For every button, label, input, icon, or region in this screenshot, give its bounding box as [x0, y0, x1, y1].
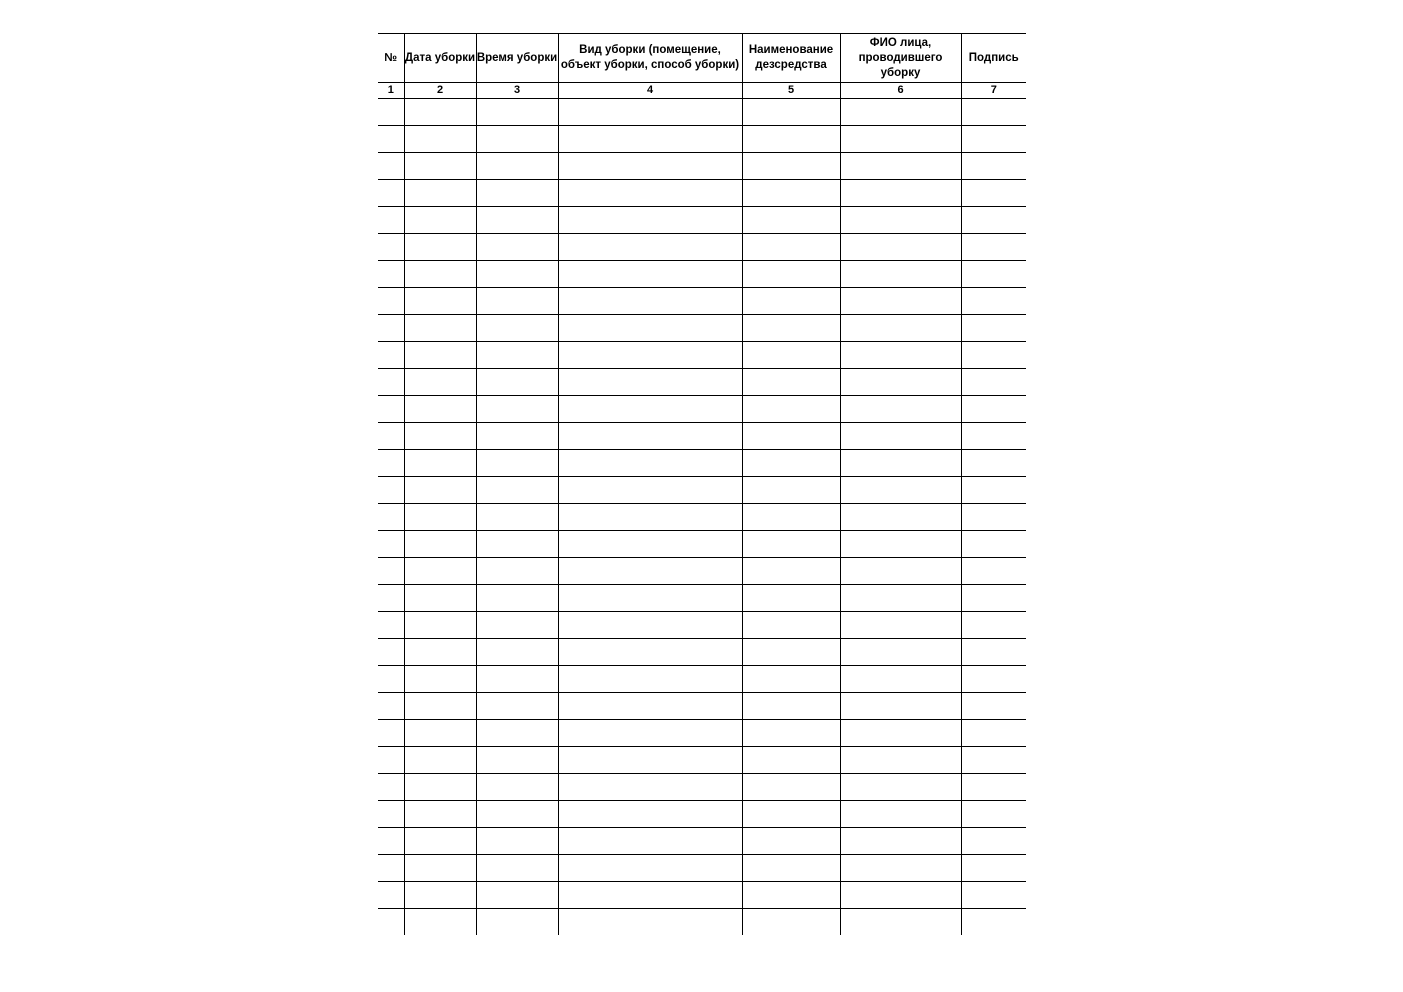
table-cell: [961, 909, 1026, 936]
header-cleaning-date: Дата уборки: [404, 34, 476, 83]
table-cell: [476, 639, 558, 666]
table-cell: [558, 369, 742, 396]
table-cell: [742, 828, 840, 855]
table-cell: [558, 693, 742, 720]
table-cell: [558, 909, 742, 936]
log-entries: [378, 99, 1026, 936]
table-cell: [476, 126, 558, 153]
table-cell: [558, 126, 742, 153]
table-cell: [476, 828, 558, 855]
table-cell: [404, 342, 476, 369]
table-cell: [476, 504, 558, 531]
table-cell: [742, 369, 840, 396]
table-cell: [558, 180, 742, 207]
table-cell: [840, 693, 961, 720]
table-cell: [476, 558, 558, 585]
table-cell: [840, 450, 961, 477]
table-cell: [742, 315, 840, 342]
table-row: [378, 396, 1026, 423]
table-cell: [404, 450, 476, 477]
cleaning-log-table: [378, 33, 1026, 935]
table-cell: [558, 639, 742, 666]
table-cell: [840, 585, 961, 612]
table-row: [378, 315, 1026, 342]
table-cell: [404, 234, 476, 261]
table-cell: [476, 423, 558, 450]
table-row: [378, 639, 1026, 666]
table-cell: [476, 585, 558, 612]
table-cell: [476, 315, 558, 342]
table-cell: [476, 801, 558, 828]
table-row: [378, 153, 1026, 180]
table-cell: [961, 639, 1026, 666]
table-cell: [404, 666, 476, 693]
table-cell: [476, 180, 558, 207]
table-cell: [742, 747, 840, 774]
table-cell: [961, 99, 1026, 126]
table-row: [378, 369, 1026, 396]
table-cell: [378, 423, 404, 450]
table-cell: [961, 423, 1026, 450]
table-cell: [840, 99, 961, 126]
table-cell: [404, 585, 476, 612]
table-cell: [742, 450, 840, 477]
table-cell: [378, 396, 404, 423]
table-row: [378, 180, 1026, 207]
table-cell: [378, 99, 404, 126]
table-cell: [558, 801, 742, 828]
table-row: [378, 774, 1026, 801]
table-row: [378, 666, 1026, 693]
table-cell: [840, 396, 961, 423]
table-cell: [742, 693, 840, 720]
table-cell: [378, 261, 404, 288]
table-row: [378, 342, 1026, 369]
table-row: [378, 288, 1026, 315]
table-cell: [961, 450, 1026, 477]
table-cell: [558, 612, 742, 639]
table-cell: [840, 342, 961, 369]
table-cell: [404, 180, 476, 207]
table-cell: [742, 639, 840, 666]
table-cell: [840, 612, 961, 639]
table-cell: [404, 693, 476, 720]
table-cell: [558, 531, 742, 558]
table-row: [378, 99, 1026, 126]
table-cell: [840, 666, 961, 693]
table-cell: [404, 612, 476, 639]
table-cell: [558, 153, 742, 180]
table-cell: [476, 531, 558, 558]
table-row: [378, 855, 1026, 882]
table-cell: [404, 99, 476, 126]
table-cell: [558, 99, 742, 126]
table-cell: [742, 234, 840, 261]
table-cell: [558, 396, 742, 423]
table-cell: [961, 612, 1026, 639]
table-cell: [742, 288, 840, 315]
table-cell: [404, 477, 476, 504]
table-cell: [476, 666, 558, 693]
table-cell: [558, 315, 742, 342]
table-cell: [558, 882, 742, 909]
table-cell: [961, 288, 1026, 315]
table-cell: [961, 504, 1026, 531]
table-row: [378, 423, 1026, 450]
table-cell: [378, 288, 404, 315]
table-cell: [742, 99, 840, 126]
table-cell: [840, 423, 961, 450]
table-cell: [378, 720, 404, 747]
table-cell: [378, 828, 404, 855]
table-cell: [961, 882, 1026, 909]
table-cell: [476, 720, 558, 747]
table-cell: [476, 477, 558, 504]
table-cell: [742, 504, 840, 531]
column-number-3: 3: [476, 83, 558, 99]
table-cell: [840, 207, 961, 234]
table-cell: [476, 855, 558, 882]
table-cell: [840, 855, 961, 882]
table-cell: [404, 531, 476, 558]
header-cleaning-time: Время уборки: [476, 34, 558, 83]
cleaning-log-sheet: [378, 33, 1026, 945]
table-cell: [742, 531, 840, 558]
table-cell: [840, 828, 961, 855]
table-row: [378, 747, 1026, 774]
table-cell: [961, 828, 1026, 855]
table-cell: [404, 720, 476, 747]
table-cell: [378, 801, 404, 828]
table-cell: [840, 639, 961, 666]
column-number-5: 5: [742, 83, 840, 99]
table-cell: [961, 396, 1026, 423]
table-cell: [961, 558, 1026, 585]
table-cell: [742, 207, 840, 234]
table-row: [378, 450, 1026, 477]
table-cell: [742, 774, 840, 801]
table-row: [378, 882, 1026, 909]
table-cell: [961, 531, 1026, 558]
table-cell: [476, 612, 558, 639]
table-cell: [404, 315, 476, 342]
table-cell: [742, 558, 840, 585]
table-cell: [476, 261, 558, 288]
table-cell: [558, 774, 742, 801]
table-cell: [404, 423, 476, 450]
table-cell: [742, 477, 840, 504]
table-cell: [558, 207, 742, 234]
table-cell: [378, 855, 404, 882]
table-cell: [404, 882, 476, 909]
table-cell: [742, 423, 840, 450]
column-number-row: [378, 83, 1026, 99]
table-cell: [378, 639, 404, 666]
table-cell: [476, 747, 558, 774]
table-cell: [404, 126, 476, 153]
table-cell: [558, 855, 742, 882]
table-cell: [378, 369, 404, 396]
table-cell: [558, 504, 742, 531]
table-cell: [476, 909, 558, 936]
table-cell: [378, 207, 404, 234]
table-cell: [378, 450, 404, 477]
table-cell: [404, 261, 476, 288]
table-cell: [378, 747, 404, 774]
table-cell: [476, 342, 558, 369]
table-cell: [961, 801, 1026, 828]
table-cell: [558, 288, 742, 315]
table-cell: [961, 207, 1026, 234]
table-cell: [840, 153, 961, 180]
table-row: [378, 207, 1026, 234]
table-cell: [840, 504, 961, 531]
table-cell: [961, 261, 1026, 288]
table-cell: [378, 153, 404, 180]
table-cell: [840, 801, 961, 828]
table-cell: [742, 396, 840, 423]
table-cell: [558, 666, 742, 693]
table-cell: [840, 747, 961, 774]
table-cell: [378, 315, 404, 342]
table-cell: [404, 396, 476, 423]
table-cell: [378, 126, 404, 153]
header-responsible-person: ФИО лица, проводившего уборку: [840, 34, 961, 83]
table-cell: [476, 99, 558, 126]
table-cell: [558, 234, 742, 261]
table-cell: [840, 288, 961, 315]
header-number: №: [378, 34, 404, 83]
table-cell: [961, 234, 1026, 261]
table-cell: [404, 909, 476, 936]
column-number-4: 4: [558, 83, 742, 99]
column-number-6: 6: [840, 83, 961, 99]
table-cell: [404, 855, 476, 882]
table-cell: [742, 342, 840, 369]
table-cell: [840, 558, 961, 585]
table-cell: [404, 504, 476, 531]
table-row: [378, 585, 1026, 612]
table-cell: [742, 666, 840, 693]
table-cell: [378, 504, 404, 531]
table-cell: [558, 342, 742, 369]
table-cell: [961, 180, 1026, 207]
table-row: [378, 909, 1026, 936]
table-cell: [961, 855, 1026, 882]
header-cleaning-type: Вид уборки (помещение, объект уборки, способ уборки): [558, 34, 742, 83]
table-row: [378, 261, 1026, 288]
table-cell: [961, 693, 1026, 720]
table-cell: [961, 747, 1026, 774]
table-cell: [742, 801, 840, 828]
table-row: [378, 693, 1026, 720]
table-cell: [476, 882, 558, 909]
table-cell: [742, 855, 840, 882]
table-row: [378, 612, 1026, 639]
table-cell: [840, 882, 961, 909]
table-cell: [378, 234, 404, 261]
table-cell: [404, 747, 476, 774]
table-cell: [961, 369, 1026, 396]
table-row: [378, 504, 1026, 531]
table-cell: [840, 369, 961, 396]
table-row: [378, 531, 1026, 558]
table-cell: [404, 774, 476, 801]
header-disinfectant-name: Наименование дезсредства: [742, 34, 840, 83]
table-row: [378, 234, 1026, 261]
table-cell: [558, 585, 742, 612]
table-cell: [558, 828, 742, 855]
table-cell: [378, 693, 404, 720]
table-cell: [476, 396, 558, 423]
table-cell: [378, 774, 404, 801]
table-row: [378, 828, 1026, 855]
header-row: [378, 34, 1026, 83]
table-cell: [476, 234, 558, 261]
table-cell: [378, 909, 404, 936]
table-cell: [742, 180, 840, 207]
table-cell: [961, 720, 1026, 747]
table-cell: [961, 315, 1026, 342]
table-row: [378, 558, 1026, 585]
table-cell: [404, 639, 476, 666]
table-cell: [840, 531, 961, 558]
table-row: [378, 720, 1026, 747]
table-cell: [961, 585, 1026, 612]
table-cell: [378, 558, 404, 585]
table-cell: [404, 801, 476, 828]
table-cell: [476, 774, 558, 801]
table-cell: [961, 477, 1026, 504]
table-cell: [476, 369, 558, 396]
table-cell: [558, 450, 742, 477]
table-cell: [404, 153, 476, 180]
column-number-7: 7: [961, 83, 1026, 99]
table-cell: [840, 234, 961, 261]
table-cell: [378, 180, 404, 207]
table-cell: [378, 882, 404, 909]
table-cell: [840, 261, 961, 288]
table-cell: [404, 369, 476, 396]
table-cell: [961, 774, 1026, 801]
table-cell: [378, 477, 404, 504]
table-cell: [742, 585, 840, 612]
table-cell: [404, 558, 476, 585]
table-cell: [961, 342, 1026, 369]
table-cell: [961, 153, 1026, 180]
table-cell: [840, 477, 961, 504]
table-cell: [404, 207, 476, 234]
table-cell: [840, 909, 961, 936]
table-cell: [378, 666, 404, 693]
table-cell: [558, 261, 742, 288]
table-cell: [558, 720, 742, 747]
table-row: [378, 126, 1026, 153]
table-cell: [476, 288, 558, 315]
table-cell: [742, 126, 840, 153]
table-cell: [558, 558, 742, 585]
table-cell: [961, 666, 1026, 693]
table-cell: [840, 720, 961, 747]
table-cell: [558, 477, 742, 504]
table-cell: [742, 882, 840, 909]
table-cell: [840, 180, 961, 207]
table-cell: [742, 720, 840, 747]
table-cell: [404, 828, 476, 855]
table-cell: [476, 207, 558, 234]
table-cell: [742, 612, 840, 639]
table-cell: [742, 153, 840, 180]
table-cell: [558, 747, 742, 774]
table-row: [378, 477, 1026, 504]
table-cell: [476, 693, 558, 720]
header-signature: Подпись: [961, 34, 1026, 83]
table-cell: [840, 315, 961, 342]
table-cell: [840, 126, 961, 153]
table-cell: [378, 585, 404, 612]
table-row: [378, 801, 1026, 828]
table-cell: [742, 909, 840, 936]
table-cell: [378, 531, 404, 558]
table-cell: [961, 126, 1026, 153]
table-cell: [558, 423, 742, 450]
table-cell: [378, 342, 404, 369]
table-cell: [476, 153, 558, 180]
table-cell: [476, 450, 558, 477]
column-number-2: 2: [404, 83, 476, 99]
table-cell: [378, 612, 404, 639]
table-cell: [742, 261, 840, 288]
column-number-1: 1: [378, 83, 404, 99]
table-cell: [404, 288, 476, 315]
table-cell: [840, 774, 961, 801]
